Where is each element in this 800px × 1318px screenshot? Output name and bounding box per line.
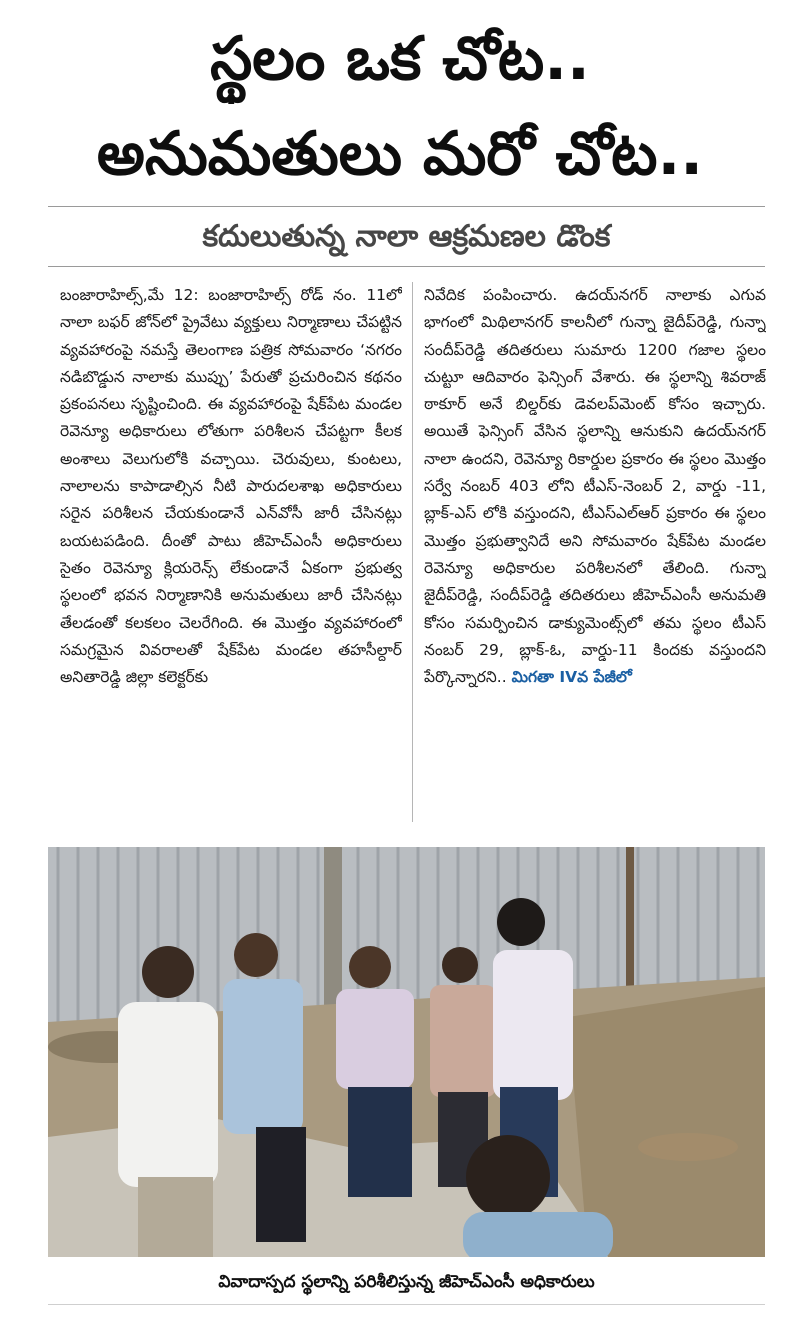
article-column-left bbox=[60, 282, 402, 828]
article-text-right: నివేదిక పంపించారు. ఉదయ్‌నగర్ నాలాకు ఎగువ భాగంలో మిథిలానగర్ కాలనీలో గున్నా జైదీప్‌రెడ్డి, గున్నా సందీప్‌రెడ్డి తదితరులు సుమారు 1200 గజాల స్థలం చుట్టూ ఆదివారం ఫెన్సింగ్ వేశారు. ఈ స్థలాన్ని శివరాజ్ ఠాకూర్ అనే బిల్డర్‌కు డెవలప్‌మెంట్ కోసం ఇచ్చారు. అయితే ఫెన్సింగ్ వేసిన స్థలాన్ని ఆనుకుని ఉదయ్‌నగర్ నాలా ఉందని, రెవెన్యూ రికార్డుల ప్రకారం ఈ స్థలం మొత్తం సర్వే నంబర్ 403 లోని టీఎస్-నెంబర్ 2, వార్డు -11, బ్లాక్-ఎస్ లోకి వస్తుందని, టీఎస్‌ఎల్‌ఆర్ ప్రకారం ఈ స్థలం మొత్తం ప్రభుత్వానిదే అని సోమవారం షేక్‌పేట మండల రెవెన్యూ అధికారుల పరిశీలనలో తేలింది. గున్నా జైదీప్‌రెడ్డి, సందీప్‌రెడ్డి తదితరులు జీహెచ్‌ఎంసీ అనుమతి కోసం సమర్పించిన డాక్యుమెంట్స్‌లో తమ స్థలం టీఎస్ నంబర్ 29, బ్లాక్-ఓ, వార్డు-11 కిందకు వస్తుందని పేర్కొన్నారని.. bbox=[424, 286, 766, 687]
headline-line-1: స్థలం ఒక చోట.. bbox=[210, 24, 590, 94]
divider bbox=[48, 1304, 765, 1305]
headline-line-2: అనుమతులు మరో చోట.. bbox=[96, 119, 704, 189]
divider bbox=[48, 206, 765, 207]
article-text-left: బంజారాహిల్స్,మే 12: బంజారాహిల్స్ రోడ్ నం. 11లో నాలా బఫర్ జోన్‌లో ప్రైవేటు వ్యక్తులు నిర్మాణాలు చేపట్టిన వ్యవహారంపై నమస్తే తెలంగాణ పత్రిక సోమవారం ‘నగరం నడిబొడ్డున నాలాకు ముప్పు’ పేరుతో ప్రచురించిన కథనం ప్రకంపనలు సృష్టించింది. ఈ వ్యవహారంపై షేక్‌పేట మండల రెవెన్యూ అధికారులు లోతుగా పరిశీలన చేపట్టగా కీలక అంశాలు వెలుగులోకి వచ్చాయి. చెరువులు, కుంటలు, నాలాలను కాపాడాల్సిన నీటి పారుదలశాఖ అధికారులు సరైన పరిశీలన చేయకుండానే ఎన్‌వోసీ జారీ చేసినట్లు బయటపడింది. దీంతో పాటు జీహెచ్‌ఎంసీ అధికారులు సైతం రెవెన్యూ క్లియరెన్స్ లేకుండానే ఏకంగా ప్రభుత్వ స్థలంలో భవన నిర్మాణానికి అనుమతులు జారీ చేసినట్లు తేలడంతో కలకలం చెలరేగింది. ఈ మొత్తం వ్యవహారంలో సమగ్రమైన వివరాలతో షేక్‌పేట మండల తహసీల్దార్ అనితారెడ్డి జిల్లా కలెక్టర్‌కు bbox=[60, 286, 402, 687]
photo-caption: వివాదాస్పద స్థలాన్ని పరిశీలిస్తున్న జీహెచ్‌ఎంసీ అధికారులు bbox=[218, 1272, 595, 1292]
article-column-right bbox=[424, 282, 766, 828]
photo-illustration bbox=[48, 847, 765, 1257]
divider bbox=[48, 266, 765, 267]
news-photo bbox=[48, 847, 765, 1257]
continued-on-page-label: మిగతా IVవ పేజీలో bbox=[511, 668, 632, 687]
column-divider bbox=[412, 282, 413, 822]
subheadline: కదులుతున్న నాలా ఆక్రమణల డొంక bbox=[202, 219, 611, 254]
